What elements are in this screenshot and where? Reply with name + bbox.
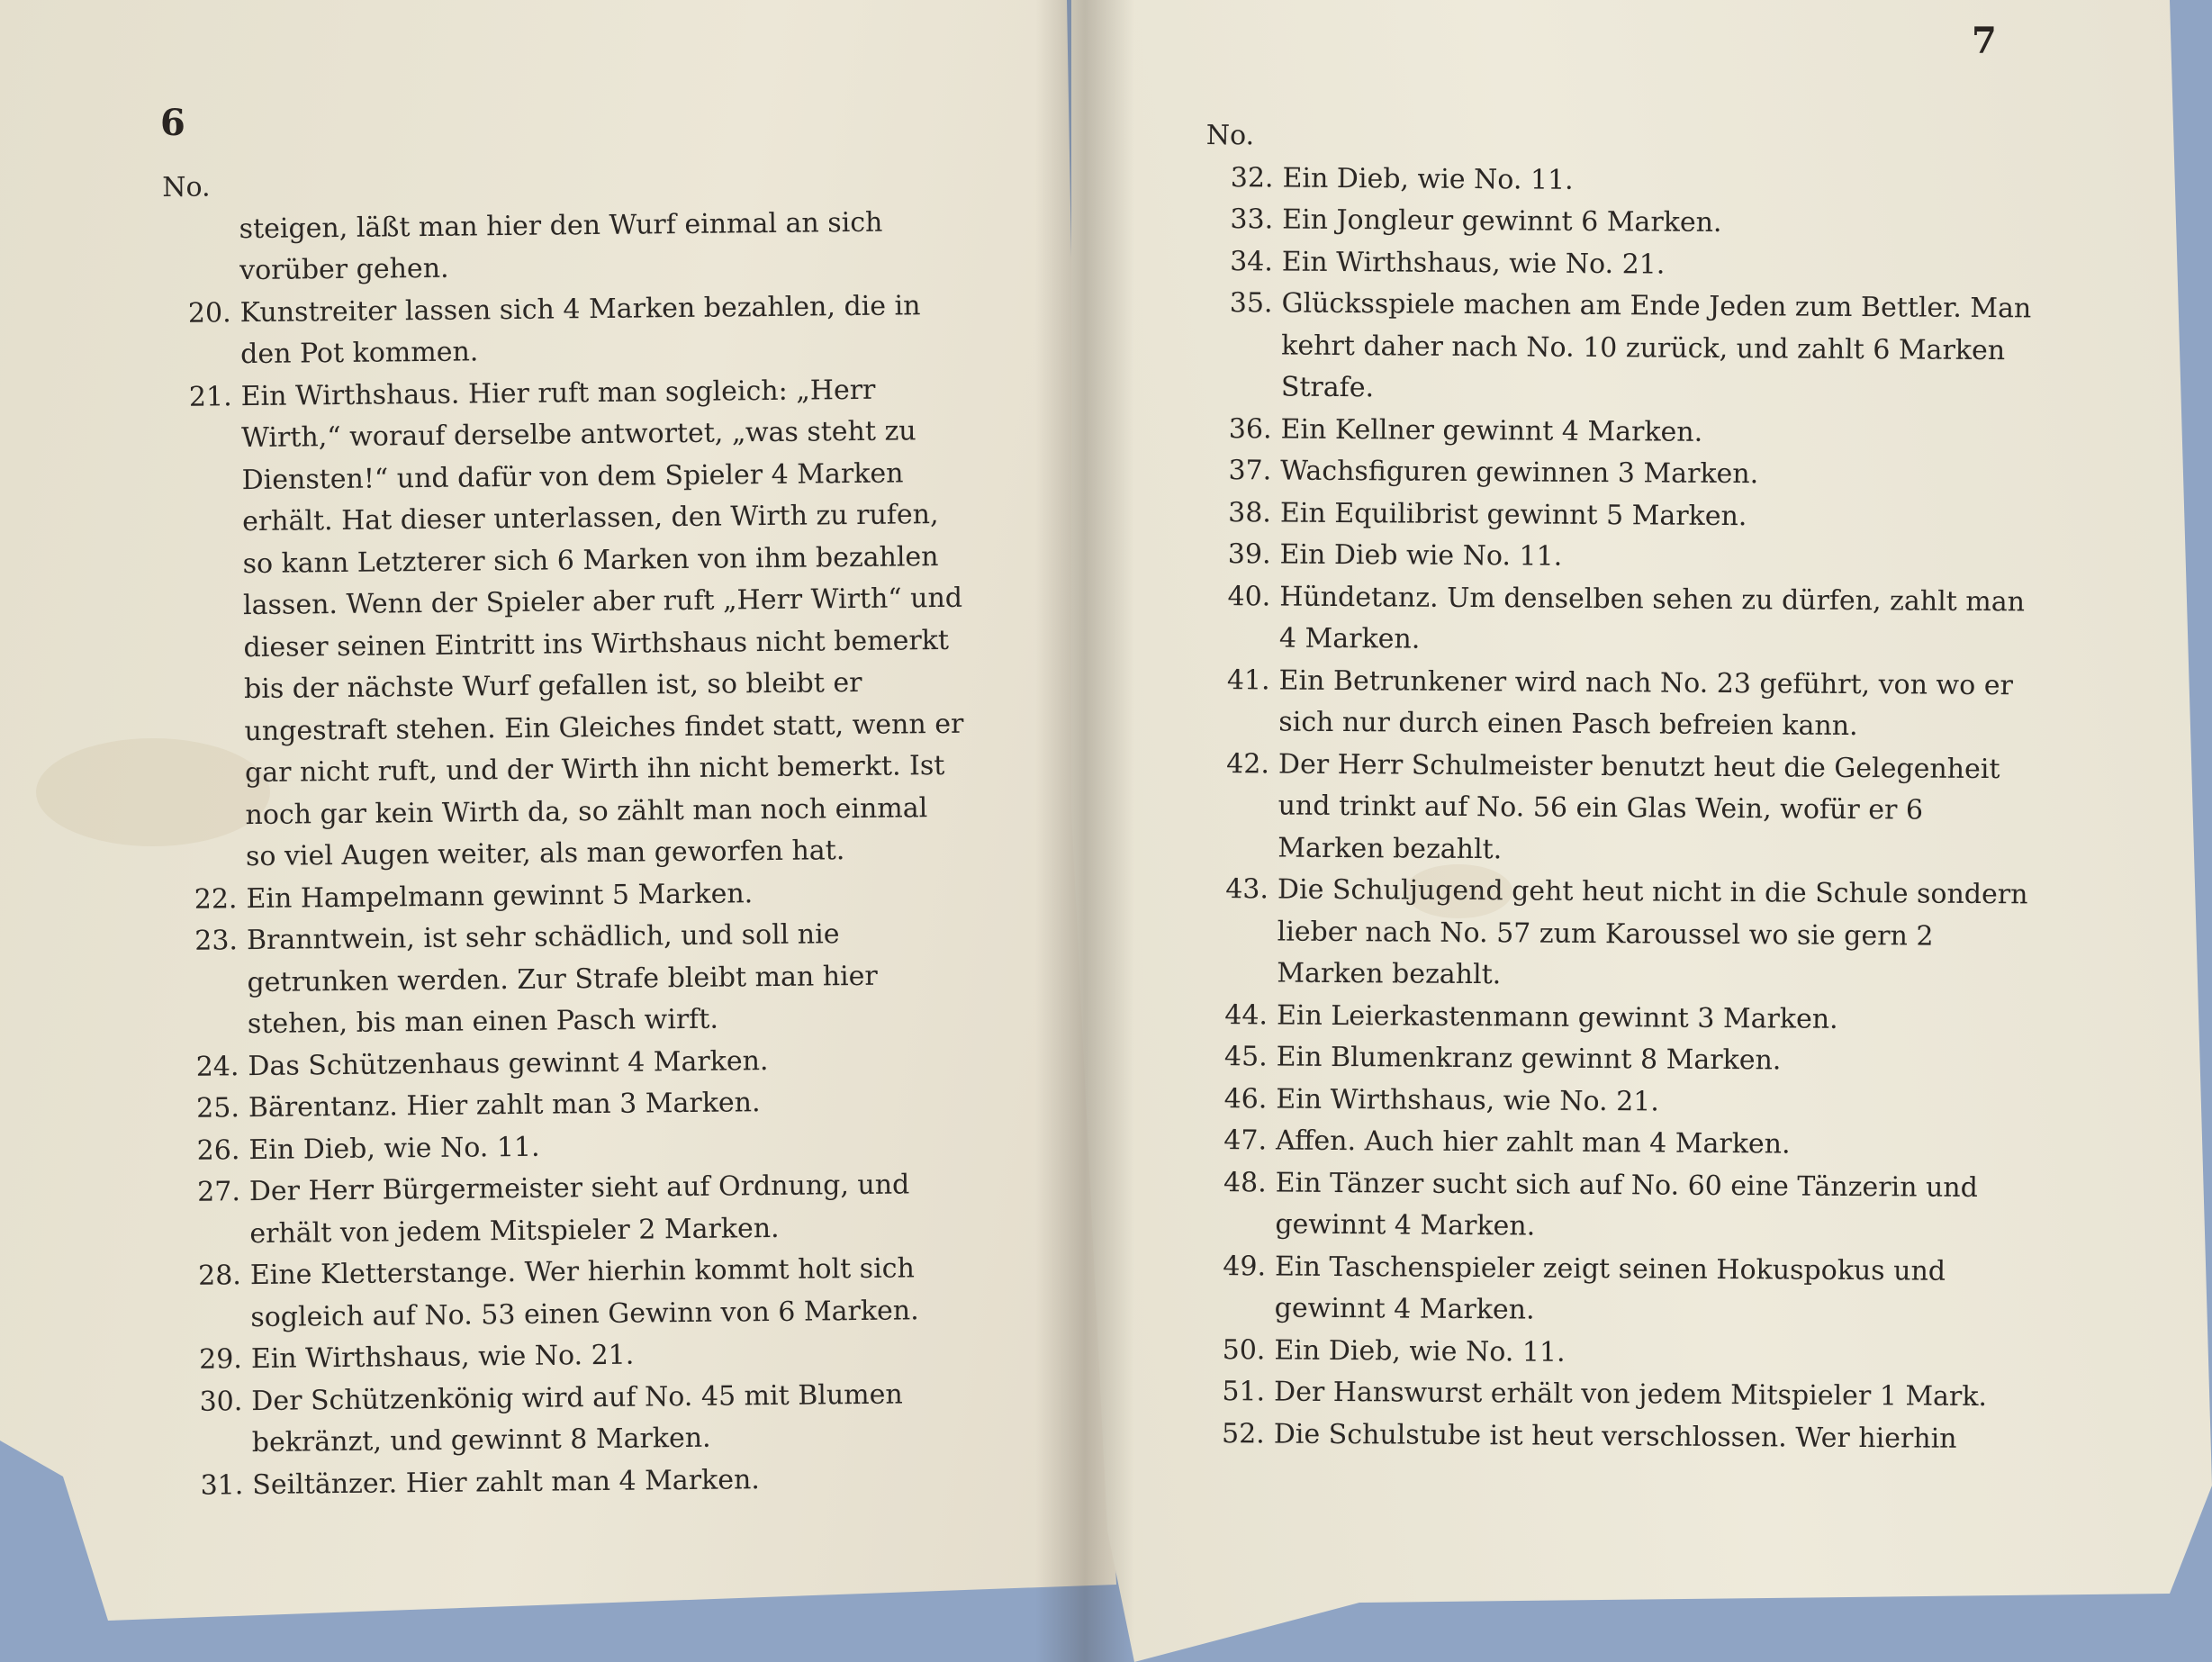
left-page-text [162,161,973,1507]
entry-text: Ein Dieb, wie No. 11. [248,1131,540,1166]
list-item [1204,1078,2032,1125]
list-item [1202,1329,2030,1377]
entry-number: 24. [195,1050,239,1083]
right-page-text [1202,115,2039,1460]
entry-number: 52. [1221,1417,1265,1450]
entry-text: Wachsfiguren gewinnen 3 Marken. [1280,455,1759,491]
list-item [1208,408,2036,456]
left-page-number: 6 [160,102,185,144]
list-item [1203,1245,2032,1334]
entry-number: 27. [196,1176,241,1208]
list-item [1207,575,2036,664]
list-item [1205,869,2034,1000]
entry-text: Der Schützenkönig wird auf No. 45 mit Blumen bekränzt, und gewinnt 8 Marken. [251,1378,903,1459]
column-header: No. [162,171,211,204]
entry-text: Ein Dieb, wie No. 11. [1274,1334,1566,1368]
list-item [1210,157,2038,204]
entry-number: 35. [1229,287,1273,320]
entry-text: Das Schützenhaus gewinnt 4 Marken. [248,1044,769,1082]
list-item [1210,199,2038,247]
entry-number: 34. [1230,245,1273,277]
entry-text: Ein Tänzer sucht sich auf No. 60 eine Tänzerin und gewinnt 4 Marken. [1275,1167,1978,1242]
list-item [1206,659,2036,748]
entry-number: 50. [1222,1333,1266,1366]
list-item [1209,283,2038,414]
entry-text: Ein Kellner gewinnt 4 Marken. [1280,413,1703,448]
entry-text: Glücksspiele machen am Ende Jeden zum Bettler. Man kehrt daher nach No. 10 zurück, und zahlt 6 Marken Strafe. [1280,287,2032,404]
right-page-number: 7 [1972,20,1997,62]
entry-text: Der Hanswurst erhält von jedem Mitspieler 1 Mark. [1273,1376,1988,1414]
entry-text: Ein Wirthshaus, wie No. 21. [1276,1083,1659,1118]
list-item [1202,1371,2030,1419]
entry-text: Die Schulstube ist heut verschlossen. Wer hierhin [1273,1418,1957,1455]
entry-text: Eine Kletterstange. Wer hierhin kommt holt sich sogleich auf No. 53 einen Gewinn von 6 Marken. [249,1252,919,1333]
entry-number: 44. [1224,998,1269,1031]
entry-number [167,209,230,210]
list-item [1210,240,2038,288]
entry-number: 38. [1228,496,1272,528]
entry-text: Die Schuljugend geht heut nicht in die Schule sondern lieber nach No. 57 zum Karoussel wo sie gern 2 Marken bezahlt. [1277,873,2028,991]
entry-text: Ein Betrunkener wird nach No. 23 geführt, von wo er sich nur durch einen Pasch befreien kann. [1278,664,2014,743]
list-item [168,368,966,879]
entry-number: 33. [1230,203,1274,236]
entry-text: Ein Leierkastenmann gewinnt 3 Marken. [1276,999,1838,1035]
list-item [1208,492,2036,539]
entry-text: Ein Dieb wie No. 11. [1279,538,1563,573]
list-item [175,913,968,1047]
entry-text: steigen, läßt man hier den Wurf einmal an sich vorüber gehen. [239,206,883,287]
list-item [167,201,960,293]
entry-number: 47. [1223,1125,1268,1157]
entry-number: 20. [187,296,231,330]
entry-text: Ein Equilibrist gewinnt 5 Marken. [1279,497,1747,532]
entry-text: Branntwein, ist sehr schädlich, und soll nie getrunken werden. Zur Strafe bleibt man hier stehen, bis man einen Pasch wirft. [246,918,878,1041]
list-item [1207,534,2036,582]
entry-number: 30. [199,1385,243,1418]
list-item [177,1164,971,1256]
entry-number: 51. [1222,1376,1266,1408]
list-item [1205,743,2035,874]
list-item [1208,450,2036,498]
list-item [179,1373,972,1465]
entry-number: 29. [198,1343,243,1376]
list-item [1205,1036,2033,1084]
entry-number: 36. [1228,412,1272,445]
entry-number: 41. [1226,664,1270,696]
entry-number: 43. [1225,873,1269,906]
entry-number: 42. [1226,747,1270,780]
entry-text: Ein Wirthshaus, wie No. 21. [1281,246,1666,281]
entry-text: Ein Hampelmann gewinnt 5 Marken. [246,877,754,915]
entry-number: 31. [200,1468,244,1502]
list-item [1204,1120,2032,1168]
list-item [180,1457,972,1507]
entry-number: 23. [194,925,239,957]
column-header: No. [1205,119,1255,152]
list-item [1205,994,2033,1042]
entry-text: Der Herr Schulmeister benutzt heut die Gelegenheit und trinkt auf No. 56 ein Glas Wein, wofür er 6 Marken bezahlt. [1278,748,2000,865]
entry-number: 40. [1227,580,1271,612]
entry-number: 46. [1223,1082,1268,1115]
entry-text: Ein Wirthshaus, wie No. 21. [250,1339,635,1376]
entry-text: Ein Taschenspieler zeigt seinen Hokuspokus und gewinnt 4 Marken. [1274,1251,1946,1326]
entry-number: 26. [196,1134,240,1167]
entry-number: 22. [194,882,238,916]
entry-text: Ein Dieb, wie No. 11. [1282,162,1574,196]
entry-number: 49. [1223,1250,1267,1282]
list-item [178,1248,971,1340]
entry-number: 45. [1223,1041,1268,1073]
entry-text: Ein Jongleur gewinnt 6 Marken. [1282,203,1722,239]
entry-number: 48. [1223,1166,1267,1198]
entry-number: 32. [1230,161,1274,194]
entry-number: 21. [188,380,232,413]
entry-text: Ein Blumenkranz gewinnt 8 Marken. [1276,1041,1782,1077]
list-item [1203,1161,2032,1251]
list-item [1202,1413,2030,1460]
entry-number: 37. [1228,455,1272,487]
entry-text: Bärentanz. Hier zahlt man 3 Marken. [248,1087,761,1125]
entry-text: Seiltänzer. Hier zahlt man 4 Marken. [252,1463,761,1501]
entry-text: Der Herr Bürgermeister sieht auf Ordnung, und erhält von jedem Mitspieler 2 Marken. [248,1169,910,1250]
entry-text: Kunstreiter lassen sich 4 Marken bezahlen, die in den Pot kommen. [239,289,921,371]
list-item [167,285,961,376]
entry-number: 25. [196,1092,240,1125]
entry-number: 28. [197,1260,242,1292]
entry-number: 39. [1227,538,1271,571]
entry-text: Affen. Auch hier zahlt man 4 Marken. [1275,1125,1791,1161]
entry-text: Ein Wirthshaus. Hier ruft man sogleich: „Herr Wirth,“ worauf derselbe antwortet, „was steht zu Diensten!“ und dafür von dem Spieler 4 Marken erhält. Hat dieser unterlassen, den Wirth zu rufen, so kann Letzterer sich 6 Marken von ihm bezahlen lassen. Wenn der Spieler aber ruft „Herr Wirth“ und dieser seinen Eintritt ins Wirthshaus nicht bemerkt bis der nächste Wurf gefallen ist, so bleibt er ungestraft stehen. Ein Gleiches findet statt, wenn er gar nicht ruft, und der Wirth ihn nicht bemerkt. Ist noch gar kein Wirth da, so zählt man noch einmal so viel Augen weiter, als man geworfen hat. [240,374,964,873]
entry-text: Hündetanz. Um denselben sehen zu dürfen, zahlt man 4 Marken. [1278,581,2026,655]
